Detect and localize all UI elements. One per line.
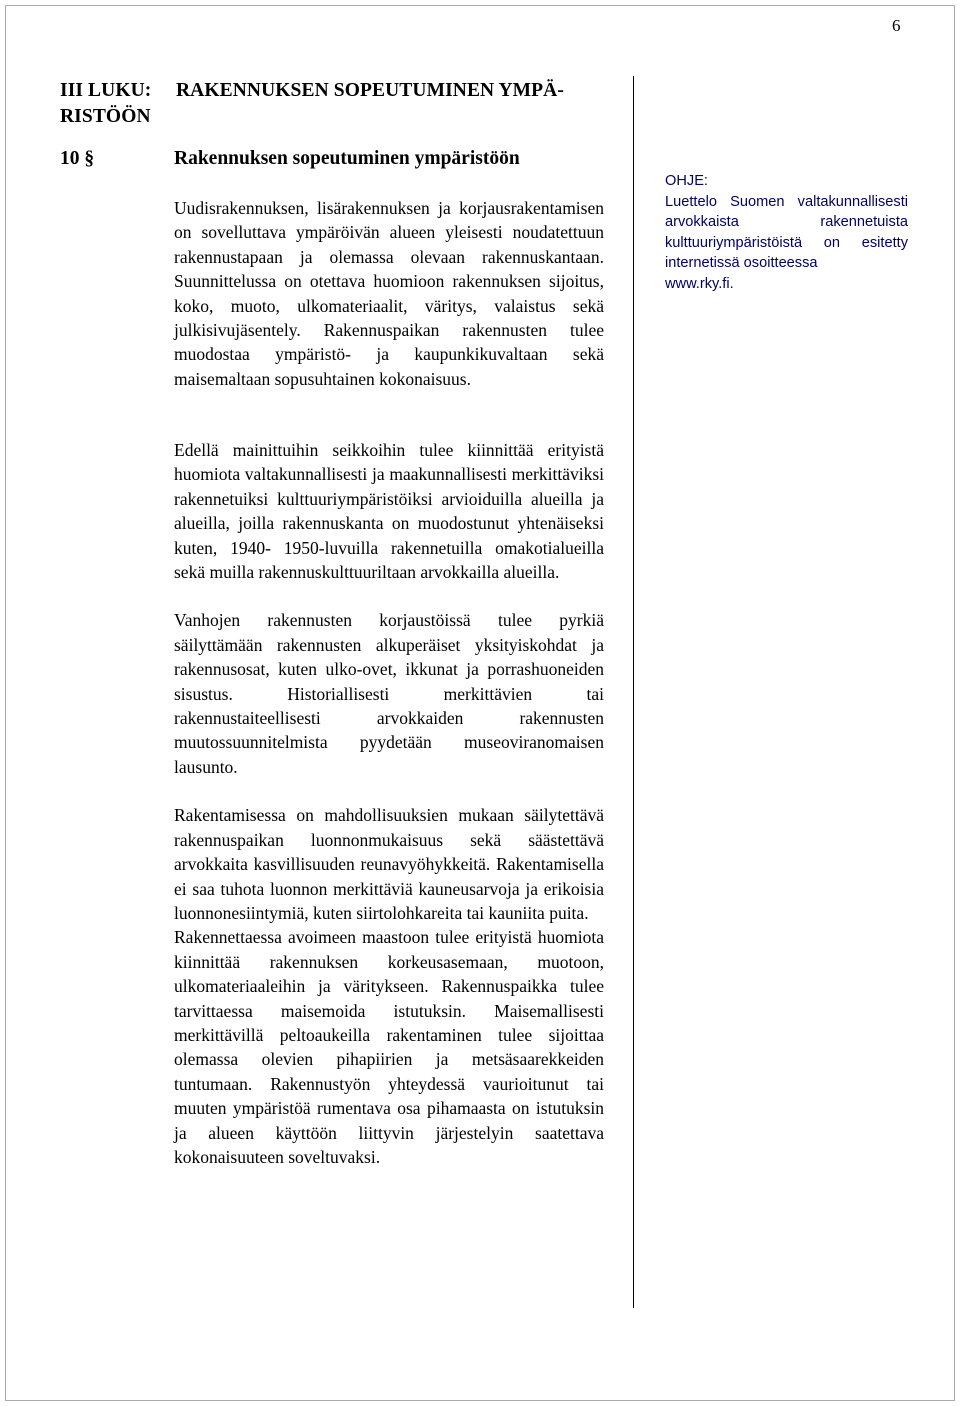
section-number: 10 § <box>60 148 95 169</box>
body-block-1 <box>174 196 604 391</box>
section-title: Rakennuksen sopeutuminen ympäristöön <box>174 148 520 169</box>
note-label: OHJE: <box>665 173 708 189</box>
paragraph-1: Uudisrakennuksen, lisärakennuksen ja korjausrakentamisen on sovelluttava ympäröivän alueen yleisesti noudatettuun rakennustapaan ja olemassa olevaan rakennuskantaan. Suunnittelussa on otettava huomioon rakennuksen sijoitus, koko, muoto, ulkomateriaalit, väritys, valaistus sekä julkisivujäsentely. Rakennuspaikan rakennusten tulee muodostaa ympäristö- ja kaupunkikuvaltaan sekä maisemaltaan sopusuhtainen kokonaisuus. <box>174 198 604 389</box>
page-number: 6 <box>892 16 901 35</box>
guidance-note <box>665 171 908 295</box>
chapter-title-line1: RAKENNUKSEN SOPEUTUMINEN YMPÄ- <box>176 80 564 101</box>
chapter-title <box>60 78 620 130</box>
chapter-label: III LUKU: <box>60 80 152 101</box>
body-block-2 <box>174 438 604 1169</box>
paragraph-5: Rakennettaessa avoimeen maastoon tulee erityistä huomiota kiinnittää rakennuksen korkeusasemaan, muotoon, ulkomateriaaleihin ja väritykseen. Rakennuspaikka tulee tarvittaessa maisemoida istutuksin. Maisemallisesti merkittävillä peltoaukeilla rakentaminen tulee sijoittaa olemassa olevien pihapiirien ja metsäsaarekkeiden tuntumaan. Rakennustyön yhteydessä vaurioitunut tai muuten ympäristöä rumentava osa pihamaasta on istutuksin ja alueen käyttöön liittyvin järjestelyin saatettava kokonaisuuteen soveltuvaksi. <box>174 927 604 1167</box>
column-divider <box>633 76 634 1308</box>
paragraph-3: Vanhojen rakennusten korjaustöissä tulee pyrkiä säilyttämään rakennusten alkuperäiset yksityiskohdat ja rakennusosat, kuten ulko-ovet, ikkunat ja porrashuoneiden sisustus. Historiallisesti merkittävien tai rakennustaiteellisesti arvokkaiden rakennusten muutossuunnitelmista pyydetään museoviranomaisen lausunto. <box>174 610 604 777</box>
note-link[interactable]: www.rky.fi. <box>665 275 734 292</box>
chapter-title-line2: RISTÖÖN <box>60 106 151 127</box>
paragraph-2: Edellä mainittuihin seikkoihin tulee kiinnittää erityistä huomiota valtakunnallisesti ja maakunnallisesti merkittäviksi rakennetuiksi kulttuuriympäristöiksi arvioiduilla alueilla ja alueilla, joilla rakennuskanta on muodostunut yhtenäiseksi kuten, 1940- 1950-luvuilla rakennetuilla omakotialueilla sekä muilla rakennuskulttuuriltaan arvokkailla alueilla. <box>174 440 604 583</box>
note-text: Luettelo Suomen valtakunnallisesti arvokkaista rakennetuista kulttuuriympäristöistä on esitetty internetissä osoitteessa <box>665 193 908 272</box>
paragraph-4: Rakentamisessa on mahdollisuuksien mukaan säilytettävä rakennuspaikan luonnonmukaisuus sekä säästettävä arvokkaita kasvillisuuden reunavyöhykkeitä. Rakentamisella ei saa tuhota luonnon merkittäviä kauneusarvoja ja erikoisia luonnonesiintymiä, kuten siirtolohkareita tai kauniita puita. <box>174 805 604 923</box>
